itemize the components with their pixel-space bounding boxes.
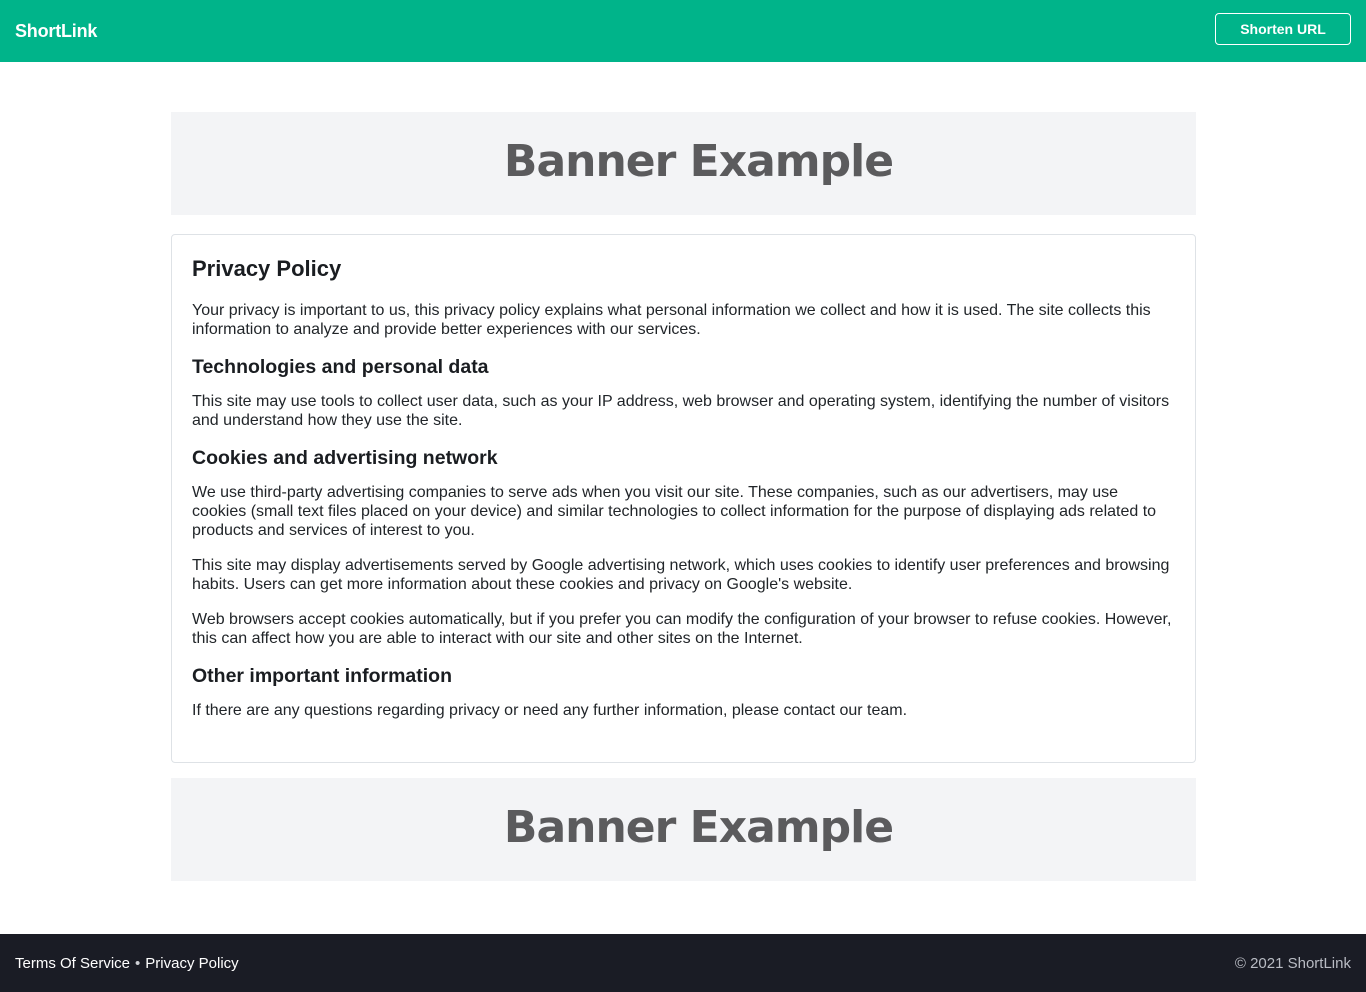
page-footer <box>0 934 1366 992</box>
terms-of-service-link[interactable]: Terms Of Service <box>15 954 131 972</box>
copyright-text: © 2021 ShortLink <box>1234 954 1351 972</box>
banner-text: Banner Example <box>503 136 894 187</box>
section-paragraph: This site may use tools to collect user data, such as your IP address, web browser and operating system, identifying the number of visitors and understand how they use the site. <box>192 393 1170 429</box>
section-heading-other: Other important information <box>192 665 452 687</box>
bottom-banner-ad[interactable] <box>171 778 1196 881</box>
section-heading-technologies: Technologies and personal data <box>192 356 489 378</box>
privacy-policy-link[interactable]: Privacy Policy <box>145 954 239 972</box>
section-paragraph: If there are any questions regarding privacy or need any further information, please contact our team. <box>192 702 908 719</box>
top-banner-ad[interactable] <box>171 112 1196 215</box>
intro-paragraph: Your privacy is important to us, this privacy policy explains what personal information we collect and how it is used. The site collects this information to analyze and provide better experiences with our services. <box>192 302 1151 338</box>
top-navbar <box>0 0 1366 62</box>
brand-logo-link[interactable]: ShortLink <box>15 20 98 41</box>
privacy-policy-card <box>171 234 1196 763</box>
banner-text: Banner Example <box>503 802 894 853</box>
shorten-url-button[interactable]: Shorten URL <box>1215 13 1351 45</box>
section-heading-cookies: Cookies and advertising network <box>192 447 498 469</box>
footer-separator: • <box>135 954 141 972</box>
section-paragraph: This site may display advertisements served by Google advertising network, which uses cookies to identify user preferences and browsing habits. Users can get more information about these cookies and privacy on Google's website. <box>192 557 1170 593</box>
page-title: Privacy Policy <box>192 256 342 281</box>
section-paragraph: Web browsers accept cookies automatically, but if you prefer you can modify the configuration of your browser to refuse cookies. However, this can affect how you are able to interact with our site and other sites on the Internet. <box>192 611 1172 647</box>
section-paragraph: We use third-party advertising companies to serve ads when you visit our site. These companies, such as our advertisers, may use cookies (small text files placed on your device) and similar technologies to collect information for the purpose of displaying ads related to products and services of interest to you. <box>192 484 1157 539</box>
footer-links <box>15 955 239 972</box>
